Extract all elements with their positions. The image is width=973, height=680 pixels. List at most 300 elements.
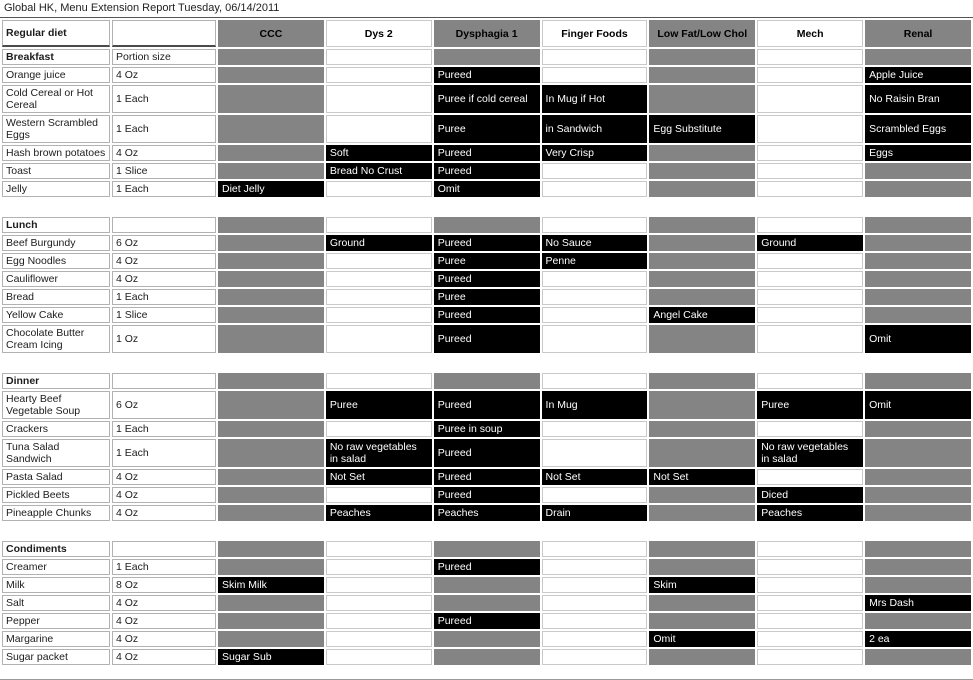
- item-name-cell: Salt: [2, 595, 110, 611]
- item-row: [2, 181, 971, 197]
- diet-cell-finger: [542, 487, 648, 503]
- note-cell-dysphagia1: Pureed: [434, 613, 540, 629]
- diet-cell-finger: [542, 271, 648, 287]
- portion-cell: 1 Each: [112, 421, 216, 437]
- diet-cell-mech: [757, 595, 863, 611]
- diet-cell-ccc: [218, 289, 324, 305]
- note-cell-dysphagia1: Pureed: [434, 235, 540, 251]
- item-name-cell: Sugar packet: [2, 649, 110, 665]
- diet-cell-dys2: [326, 487, 432, 503]
- diet-cell-finger: [542, 325, 648, 353]
- note-cell-dysphagia1: Puree: [434, 115, 540, 143]
- diet-cell-ccc: [218, 559, 324, 575]
- diet-cell-finger: [542, 631, 648, 647]
- note-cell-dysphagia1: Pureed: [434, 163, 540, 179]
- diet-cell-dys2: [326, 649, 432, 665]
- portion-cell: 1 Each: [112, 559, 216, 575]
- note-cell-renal: Eggs: [865, 145, 971, 161]
- diet-cell-renal: [865, 577, 971, 593]
- diet-cell-mech: [757, 217, 863, 233]
- note-cell-dys2: Not Set: [326, 469, 432, 485]
- note-cell-dysphagia1: Peaches: [434, 505, 540, 521]
- diet-cell-mech: [757, 181, 863, 197]
- item-row: [2, 235, 971, 251]
- diet-cell-finger: [542, 163, 648, 179]
- diet-cell-dysphagia1: [434, 595, 540, 611]
- portion-cell: 4 Oz: [112, 505, 216, 521]
- item-row: [2, 595, 971, 611]
- note-cell-finger: Penne: [542, 253, 648, 269]
- note-cell-dysphagia1: Puree if cold cereal: [434, 85, 540, 113]
- diet-cell-ccc: [218, 217, 324, 233]
- portion-cell: 1 Each: [112, 439, 216, 467]
- diet-cell-mech: [757, 631, 863, 647]
- diet-cell-renal: [865, 421, 971, 437]
- item-name-cell: Crackers: [2, 421, 110, 437]
- item-row: [2, 325, 971, 353]
- diet-cell-mech: [757, 559, 863, 575]
- diet-cell-ccc: [218, 469, 324, 485]
- item-name-cell: Pineapple Chunks: [2, 505, 110, 521]
- portion-cell: 4 Oz: [112, 67, 216, 83]
- diet-cell-lowfat: [649, 181, 755, 197]
- note-cell-lowfat: Egg Substitute: [649, 115, 755, 143]
- item-name-cell: Toast: [2, 163, 110, 179]
- note-cell-finger: in Sandwich: [542, 115, 648, 143]
- note-cell-dysphagia1: Pureed: [434, 67, 540, 83]
- diet-cell-lowfat: [649, 391, 755, 419]
- report-title: Global HK, Menu Extension Report Tuesday, 06/14/2011: [4, 2, 280, 14]
- column-header-renal: Renal: [865, 20, 971, 47]
- diet-cell-lowfat: [649, 649, 755, 665]
- diet-cell-finger: [542, 613, 648, 629]
- diet-cell-dys2: [326, 253, 432, 269]
- diet-cell-renal: [865, 235, 971, 251]
- column-header-dys2: Dys 2: [326, 20, 432, 47]
- diet-cell-lowfat: [649, 49, 755, 65]
- diet-cell-mech: [757, 115, 863, 143]
- portion-cell: 4 Oz: [112, 469, 216, 485]
- diet-cell-mech: [757, 307, 863, 323]
- item-name-cell: Tuna Salad Sandwich: [2, 439, 110, 467]
- item-name-cell: Western Scrambled Eggs: [2, 115, 110, 143]
- diet-cell-mech: [757, 373, 863, 389]
- portion-size-header-cell: Portion size: [112, 49, 216, 65]
- item-row: [2, 421, 971, 437]
- note-cell-mech: No raw vegetables in salad: [757, 439, 863, 467]
- diet-cell-lowfat: [649, 163, 755, 179]
- diet-cell-lowfat: [649, 613, 755, 629]
- diet-cell-lowfat: [649, 505, 755, 521]
- column-header-lowfat: Low Fat/Low Chol: [649, 20, 755, 47]
- diet-cell-dys2: [326, 67, 432, 83]
- section-name: Condiments: [2, 541, 110, 557]
- diet-cell-ccc: [218, 115, 324, 143]
- diet-cell-renal: [865, 505, 971, 521]
- diet-cell-mech: [757, 289, 863, 305]
- diet-cell-finger: [542, 559, 648, 575]
- item-name-cell: Cold Cereal or Hot Cereal: [2, 85, 110, 113]
- table-header: [2, 20, 971, 47]
- diet-cell-ccc: [218, 631, 324, 647]
- item-row: [2, 487, 971, 503]
- diet-cell-renal: [865, 181, 971, 197]
- diet-cell-lowfat: [649, 559, 755, 575]
- diet-cell-finger: [542, 595, 648, 611]
- spacer-cell: [2, 199, 971, 215]
- diet-cell-lowfat: [649, 289, 755, 305]
- section-spacer: [2, 199, 971, 215]
- portion-cell: 4 Oz: [112, 595, 216, 611]
- diet-cell-dys2: [326, 595, 432, 611]
- item-row: [2, 145, 971, 161]
- note-cell-dysphagia1: Omit: [434, 181, 540, 197]
- note-cell-finger: In Mug if Hot: [542, 85, 648, 113]
- item-row: [2, 67, 971, 83]
- item-row: [2, 439, 971, 467]
- diet-cell-finger: [542, 577, 648, 593]
- item-name-cell: Pasta Salad: [2, 469, 110, 485]
- note-cell-finger: Drain: [542, 505, 648, 521]
- diet-cell-mech: [757, 577, 863, 593]
- portion-cell: 4 Oz: [112, 487, 216, 503]
- diet-cell-dys2: [326, 115, 432, 143]
- portion-cell: 8 Oz: [112, 577, 216, 593]
- note-cell-renal: 2 ea: [865, 631, 971, 647]
- diet-cell-ccc: [218, 253, 324, 269]
- diet-cell-dys2: [326, 421, 432, 437]
- item-name-cell: Hearty Beef Vegetable Soup: [2, 391, 110, 419]
- section-name: Breakfast: [2, 49, 110, 65]
- portion-cell: 1 Each: [112, 115, 216, 143]
- portion-cell: 1 Slice: [112, 163, 216, 179]
- diet-cell-mech: [757, 613, 863, 629]
- diet-cell-mech: [757, 649, 863, 665]
- diet-cell-renal: [865, 559, 971, 575]
- note-cell-lowfat: Not Set: [649, 469, 755, 485]
- diet-cell-mech: [757, 421, 863, 437]
- diet-cell-ccc: [218, 67, 324, 83]
- diet-cell-lowfat: [649, 217, 755, 233]
- diet-cell-dys2: [326, 373, 432, 389]
- diet-cell-dys2: [326, 49, 432, 65]
- portion-cell: 4 Oz: [112, 271, 216, 287]
- note-cell-ccc: Skim Milk: [218, 577, 324, 593]
- diet-cell-dysphagia1: [434, 49, 540, 65]
- portion-cell: 4 Oz: [112, 649, 216, 665]
- diet-cell-ccc: [218, 373, 324, 389]
- diet-cell-mech: [757, 271, 863, 287]
- diet-cell-dys2: [326, 181, 432, 197]
- diet-cell-dys2: [326, 541, 432, 557]
- diet-cell-dys2: [326, 85, 432, 113]
- item-row: [2, 577, 971, 593]
- note-cell-mech: Puree: [757, 391, 863, 419]
- note-cell-renal: No Raisin Bran: [865, 85, 971, 113]
- diet-cell-renal: [865, 373, 971, 389]
- diet-cell-finger: [542, 67, 648, 83]
- note-cell-dys2: Puree: [326, 391, 432, 419]
- diet-cell-finger: [542, 217, 648, 233]
- item-name-cell: Milk: [2, 577, 110, 593]
- item-row: [2, 271, 971, 287]
- diet-cell-lowfat: [649, 373, 755, 389]
- portion-cell: 4 Oz: [112, 631, 216, 647]
- column-header-regular-diet: Regular diet: [2, 20, 110, 47]
- diet-cell-mech: [757, 541, 863, 557]
- table-body: [2, 49, 971, 665]
- item-name-cell: Pickled Beets: [2, 487, 110, 503]
- diet-cell-finger: [542, 181, 648, 197]
- item-row: [2, 289, 971, 305]
- diet-cell-finger: [542, 373, 648, 389]
- portion-size-header-cell: [112, 217, 216, 233]
- note-cell-renal: Mrs Dash: [865, 595, 971, 611]
- diet-cell-renal: [865, 163, 971, 179]
- diet-cell-renal: [865, 217, 971, 233]
- diet-cell-mech: [757, 49, 863, 65]
- diet-cell-ccc: [218, 49, 324, 65]
- diet-cell-ccc: [218, 391, 324, 419]
- section-row-condiments: [2, 541, 971, 557]
- diet-cell-ccc: [218, 307, 324, 323]
- diet-cell-finger: [542, 649, 648, 665]
- portion-cell: 6 Oz: [112, 391, 216, 419]
- note-cell-ccc: Sugar Sub: [218, 649, 324, 665]
- diet-cell-dys2: [326, 217, 432, 233]
- portion-cell: 1 Each: [112, 181, 216, 197]
- diet-cell-ccc: [218, 235, 324, 251]
- note-cell-ccc: Diet Jelly: [218, 181, 324, 197]
- diet-cell-dysphagia1: [434, 631, 540, 647]
- diet-cell-ccc: [218, 487, 324, 503]
- diet-cell-mech: [757, 325, 863, 353]
- diet-cell-lowfat: [649, 421, 755, 437]
- section-row-breakfast: [2, 49, 971, 65]
- portion-cell: 6 Oz: [112, 235, 216, 251]
- section-name: Dinner: [2, 373, 110, 389]
- diet-cell-renal: [865, 307, 971, 323]
- item-name-cell: Pepper: [2, 613, 110, 629]
- column-header-ccc: CCC: [218, 20, 324, 47]
- diet-cell-dys2: [326, 559, 432, 575]
- item-row: [2, 253, 971, 269]
- column-header-mech: Mech: [757, 20, 863, 47]
- note-cell-dys2: Bread No Crust: [326, 163, 432, 179]
- item-row: [2, 391, 971, 419]
- item-row: [2, 307, 971, 323]
- note-cell-mech: Ground: [757, 235, 863, 251]
- note-cell-dys2: Ground: [326, 235, 432, 251]
- portion-cell: 1 Slice: [112, 307, 216, 323]
- diet-cell-lowfat: [649, 271, 755, 287]
- diet-cell-finger: [542, 421, 648, 437]
- item-row: [2, 85, 971, 113]
- diet-cell-lowfat: [649, 253, 755, 269]
- diet-cell-ccc: [218, 505, 324, 521]
- diet-cell-dys2: [326, 325, 432, 353]
- note-cell-finger: In Mug: [542, 391, 648, 419]
- portion-size-header-cell: [112, 541, 216, 557]
- item-row: [2, 505, 971, 521]
- column-header-finger: Finger Foods: [542, 20, 648, 47]
- note-cell-renal: Omit: [865, 325, 971, 353]
- diet-cell-renal: [865, 439, 971, 467]
- diet-cell-lowfat: [649, 145, 755, 161]
- item-row: [2, 469, 971, 485]
- diet-cell-renal: [865, 541, 971, 557]
- diet-cell-lowfat: [649, 325, 755, 353]
- note-cell-dys2: No raw vegetables in salad: [326, 439, 432, 467]
- item-row: [2, 115, 971, 143]
- diet-cell-renal: [865, 271, 971, 287]
- portion-cell: 4 Oz: [112, 253, 216, 269]
- diet-cell-lowfat: [649, 439, 755, 467]
- diet-cell-finger: [542, 439, 648, 467]
- note-cell-dys2: Peaches: [326, 505, 432, 521]
- header-row: [2, 20, 971, 47]
- note-cell-renal: Scrambled Eggs: [865, 115, 971, 143]
- diet-cell-lowfat: [649, 67, 755, 83]
- note-cell-lowfat: Omit: [649, 631, 755, 647]
- portion-cell: 4 Oz: [112, 613, 216, 629]
- diet-cell-renal: [865, 289, 971, 305]
- note-cell-dysphagia1: Pureed: [434, 559, 540, 575]
- note-cell-dysphagia1: Puree: [434, 253, 540, 269]
- diet-cell-finger: [542, 49, 648, 65]
- diet-cell-mech: [757, 469, 863, 485]
- diet-cell-renal: [865, 487, 971, 503]
- portion-cell: 4 Oz: [112, 145, 216, 161]
- item-row: [2, 559, 971, 575]
- diet-cell-lowfat: [649, 487, 755, 503]
- note-cell-lowfat: Angel Cake: [649, 307, 755, 323]
- diet-cell-dysphagia1: [434, 649, 540, 665]
- diet-cell-mech: [757, 85, 863, 113]
- diet-cell-dysphagia1: [434, 541, 540, 557]
- diet-cell-finger: [542, 289, 648, 305]
- diet-cell-ccc: [218, 421, 324, 437]
- diet-cell-dys2: [326, 289, 432, 305]
- diet-cell-lowfat: [649, 595, 755, 611]
- section-row-dinner: [2, 373, 971, 389]
- diet-cell-ccc: [218, 271, 324, 287]
- diet-cell-renal: [865, 253, 971, 269]
- item-name-cell: Orange juice: [2, 67, 110, 83]
- note-cell-finger: No Sauce: [542, 235, 648, 251]
- diet-cell-mech: [757, 163, 863, 179]
- portion-cell: 1 Each: [112, 289, 216, 305]
- note-cell-mech: Diced: [757, 487, 863, 503]
- diet-cell-renal: [865, 649, 971, 665]
- item-row: [2, 163, 971, 179]
- note-cell-dysphagia1: Puree in soup: [434, 421, 540, 437]
- item-name-cell: Hash brown potatoes: [2, 145, 110, 161]
- item-name-cell: Yellow Cake: [2, 307, 110, 323]
- item-name-cell: Creamer: [2, 559, 110, 575]
- section-spacer: [2, 355, 971, 371]
- diet-cell-dysphagia1: [434, 373, 540, 389]
- diet-cell-lowfat: [649, 541, 755, 557]
- note-cell-finger: Not Set: [542, 469, 648, 485]
- item-name-cell: Beef Burgundy: [2, 235, 110, 251]
- item-name-cell: Chocolate Butter Cream Icing: [2, 325, 110, 353]
- diet-cell-ccc: [218, 541, 324, 557]
- note-cell-dysphagia1: Pureed: [434, 271, 540, 287]
- item-row: [2, 613, 971, 629]
- diet-cell-renal: [865, 49, 971, 65]
- diet-cell-mech: [757, 253, 863, 269]
- note-cell-dysphagia1: Pureed: [434, 145, 540, 161]
- note-cell-renal: Apple Juice: [865, 67, 971, 83]
- item-row: [2, 631, 971, 647]
- item-name-cell: Cauliflower: [2, 271, 110, 287]
- diet-cell-ccc: [218, 613, 324, 629]
- column-header-dysphagia1: Dysphagia 1: [434, 20, 540, 47]
- spacer-cell: [2, 523, 971, 539]
- note-cell-dysphagia1: Pureed: [434, 325, 540, 353]
- note-cell-renal: Omit: [865, 391, 971, 419]
- section-name: Lunch: [2, 217, 110, 233]
- portion-size-header-cell: [112, 373, 216, 389]
- diet-cell-renal: [865, 613, 971, 629]
- diet-cell-ccc: [218, 595, 324, 611]
- diet-cell-dys2: [326, 307, 432, 323]
- item-name-cell: Bread: [2, 289, 110, 305]
- note-cell-lowfat: Skim: [649, 577, 755, 593]
- note-cell-dys2: Soft: [326, 145, 432, 161]
- diet-cell-ccc: [218, 325, 324, 353]
- diet-cell-ccc: [218, 145, 324, 161]
- diet-cell-mech: [757, 145, 863, 161]
- diet-cell-dys2: [326, 271, 432, 287]
- note-cell-dysphagia1: Pureed: [434, 307, 540, 323]
- note-cell-dysphagia1: Pureed: [434, 487, 540, 503]
- diet-cell-dys2: [326, 613, 432, 629]
- item-name-cell: Egg Noodles: [2, 253, 110, 269]
- diet-cell-ccc: [218, 439, 324, 467]
- diet-cell-dysphagia1: [434, 577, 540, 593]
- portion-cell: 1 Each: [112, 85, 216, 113]
- diet-cell-dys2: [326, 577, 432, 593]
- diet-cell-lowfat: [649, 235, 755, 251]
- diet-cell-ccc: [218, 85, 324, 113]
- note-cell-dysphagia1: Pureed: [434, 391, 540, 419]
- diet-cell-finger: [542, 541, 648, 557]
- diet-cell-dysphagia1: [434, 217, 540, 233]
- section-spacer: [2, 523, 971, 539]
- item-row: [2, 649, 971, 665]
- note-cell-dysphagia1: Pureed: [434, 439, 540, 467]
- diet-cell-finger: [542, 307, 648, 323]
- item-name-cell: Margarine: [2, 631, 110, 647]
- diet-cell-mech: [757, 67, 863, 83]
- diet-cell-dys2: [326, 631, 432, 647]
- diet-cell-lowfat: [649, 85, 755, 113]
- column-header-portion: [112, 20, 216, 47]
- spacer-cell: [2, 355, 971, 371]
- note-cell-finger: Very Crisp: [542, 145, 648, 161]
- diet-cell-ccc: [218, 163, 324, 179]
- diet-cell-renal: [865, 469, 971, 485]
- note-cell-dysphagia1: Pureed: [434, 469, 540, 485]
- section-row-lunch: [2, 217, 971, 233]
- menu-extension-table: [0, 17, 973, 667]
- portion-cell: 1 Oz: [112, 325, 216, 353]
- note-cell-mech: Peaches: [757, 505, 863, 521]
- note-cell-dysphagia1: Puree: [434, 289, 540, 305]
- item-name-cell: Jelly: [2, 181, 110, 197]
